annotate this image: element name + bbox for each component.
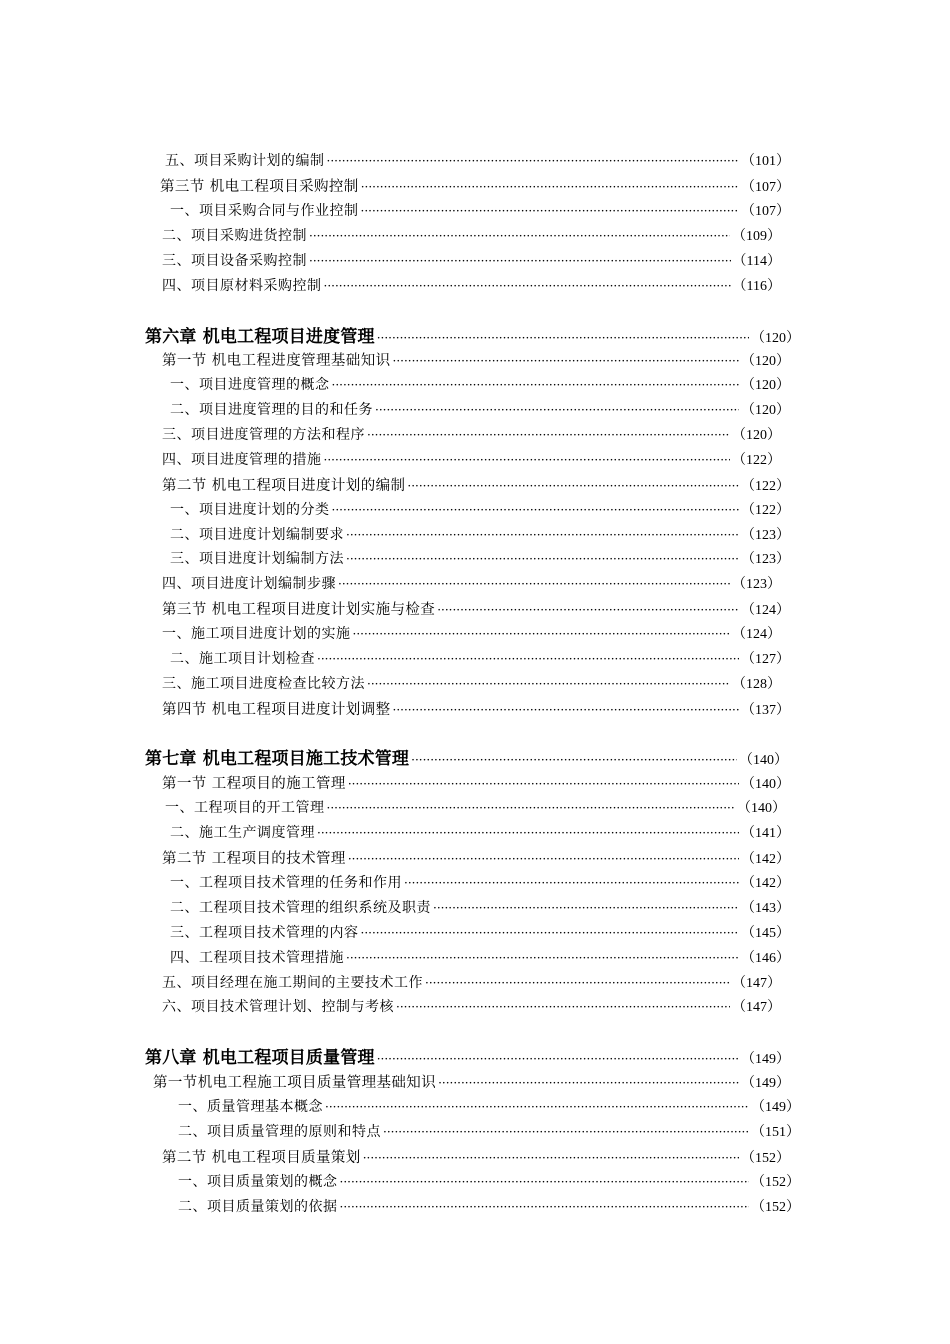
toc-item-row — [170, 499, 790, 523]
dot-leader — [348, 852, 739, 866]
toc-section-row — [162, 1146, 790, 1170]
toc-page-number: （142） — [741, 876, 790, 891]
toc-entry-title: 四、项目原材料采购控制 — [162, 278, 322, 294]
toc-entry-title: 第四节 机电工程项目进度计划调整 — [162, 702, 391, 718]
toc-page-number: （146） — [741, 951, 790, 966]
dot-leader — [367, 428, 730, 442]
toc-entry-title: 四、项目进度计划编制步骤 — [162, 576, 336, 592]
toc-entry-title: 一、项目采购合同与作业控制 — [170, 203, 359, 219]
toc-item-row — [162, 573, 781, 597]
toc-page-number: （152） — [751, 1200, 800, 1215]
toc-section-row — [162, 847, 790, 871]
toc-entry-title: 二、工程项目技术管理的组织系统及职责 — [170, 900, 431, 916]
toc-item-row — [165, 797, 786, 821]
toc-page-number: （122） — [732, 453, 781, 468]
toc-page-number: （127） — [741, 652, 790, 667]
toc-entry-title: 三、工程项目技术管理的内容 — [170, 925, 359, 941]
toc-entry-title: 二、项目进度管理的目的和任务 — [170, 402, 373, 418]
toc-entry-title: 二、项目质量策划的依据 — [178, 1199, 338, 1215]
dot-leader — [346, 528, 739, 542]
toc-page-number: （120） — [732, 428, 781, 443]
toc-item-row — [178, 1096, 800, 1120]
toc-page-number: （149） — [741, 1052, 790, 1067]
dot-leader — [396, 1000, 730, 1014]
toc-entry-title: 第二节 机电工程项目质量策划 — [162, 1150, 361, 1166]
dot-leader — [433, 901, 739, 915]
toc-entry-title: 二、施工生产调度管理 — [170, 825, 315, 841]
toc-page-number: （140） — [741, 777, 790, 792]
dot-leader — [375, 403, 739, 417]
dot-leader — [361, 180, 739, 194]
dot-leader — [411, 753, 737, 767]
toc-item-row — [170, 548, 790, 572]
toc-page-number: （152） — [751, 1175, 800, 1190]
toc-item-row — [178, 1171, 800, 1195]
dot-leader — [425, 976, 730, 990]
toc-page-number: （123） — [732, 577, 781, 592]
dot-leader — [407, 479, 739, 493]
toc-entry-title: 第一节机电工程施工项目质量管理基础知识 — [153, 1075, 437, 1091]
toc-item-row — [170, 822, 790, 846]
toc-entry-title: 三、施工项目进度检查比较方法 — [162, 676, 365, 692]
dot-leader — [325, 1100, 749, 1114]
toc-item-row — [170, 399, 790, 423]
toc-page-number: （147） — [732, 1000, 781, 1015]
toc-item-row — [162, 449, 781, 473]
dot-leader — [340, 1200, 750, 1214]
toc-entry-title: 第三节 机电工程项目进度计划实施与检查 — [162, 602, 436, 618]
dot-leader — [340, 1175, 750, 1189]
toc-page-number: （124） — [732, 627, 781, 642]
toc-page-number: （120） — [741, 378, 790, 393]
toc-item-row — [162, 623, 781, 647]
toc-page-number: （122） — [741, 503, 790, 518]
toc-entry-title: 第一节 工程项目的施工管理 — [162, 776, 346, 792]
toc-entry-title: 三、项目进度计划编制方法 — [170, 551, 344, 567]
dot-leader — [404, 876, 739, 890]
toc-entry-title: 第三节 机电工程项目采购控制 — [160, 179, 359, 195]
toc-section-row — [162, 598, 790, 622]
toc-page-number: （149） — [751, 1100, 800, 1115]
toc-entry-title: 四、项目进度管理的措施 — [162, 452, 322, 468]
toc-entry-title: 第八章 机电工程项目质量管理 — [145, 1048, 375, 1068]
dot-leader — [383, 1125, 749, 1139]
dot-leader — [317, 826, 739, 840]
dot-leader — [324, 453, 731, 467]
toc-section-row — [160, 175, 790, 199]
dot-leader — [353, 627, 731, 641]
dot-leader — [377, 1052, 739, 1066]
toc-section-row — [162, 772, 790, 796]
toc-entry-title: 三、项目进度管理的方法和程序 — [162, 427, 365, 443]
toc-item-row — [162, 250, 781, 274]
toc-page-number: （101） — [741, 154, 790, 169]
toc-item-row — [170, 374, 790, 398]
toc-page-number: （114） — [732, 254, 781, 269]
toc-page-number: （124） — [741, 603, 790, 618]
toc-page-number: （151） — [751, 1125, 800, 1140]
toc-chapter-row — [145, 322, 800, 350]
toc-item-row — [162, 424, 781, 448]
toc-entry-title: 一、工程项目的开工管理 — [165, 800, 325, 816]
toc-page-number: （149） — [741, 1076, 790, 1091]
dot-leader — [393, 703, 739, 717]
dot-leader — [361, 926, 740, 940]
toc-page-number: （140） — [739, 753, 788, 768]
toc-item-row — [162, 225, 781, 249]
dot-leader — [361, 204, 740, 218]
dot-leader — [363, 1151, 739, 1165]
toc-page-number: （123） — [741, 552, 790, 567]
toc-entry-title: 第六章 机电工程项目进度管理 — [145, 327, 375, 347]
toc-item-row — [170, 947, 790, 971]
toc-item-row — [170, 200, 790, 224]
toc-item-row — [165, 150, 790, 174]
toc-page-number: （109） — [732, 229, 781, 244]
toc-entry-title: 一、项目进度管理的概念 — [170, 377, 330, 393]
dot-leader — [346, 552, 739, 566]
toc-entry-title: 第一节 机电工程进度管理基础知识 — [162, 353, 391, 369]
dot-leader — [327, 801, 736, 815]
toc-page-number: （147） — [732, 976, 781, 991]
toc-entry-title: 二、项目质量管理的原则和特点 — [178, 1124, 381, 1140]
dot-leader — [393, 354, 739, 368]
toc-entry-title: 一、施工项目进度计划的实施 — [162, 626, 351, 642]
toc-entry-title: 五、项目采购计划的编制 — [165, 153, 325, 169]
toc-item-row — [170, 648, 790, 672]
toc-item-row — [170, 872, 790, 896]
toc-page-number: （120） — [741, 403, 790, 418]
toc-page-number: （123） — [741, 528, 790, 543]
toc-section-row — [162, 474, 790, 498]
toc-page-number: （120） — [741, 354, 790, 369]
toc-page-number: （137） — [741, 703, 790, 718]
dot-leader — [367, 677, 730, 691]
toc-page-number: （143） — [741, 901, 790, 916]
toc-item-row — [178, 1121, 800, 1145]
dot-leader — [317, 652, 739, 666]
dot-leader — [438, 1076, 739, 1090]
toc-entry-title: 一、项目质量策划的概念 — [178, 1174, 338, 1190]
toc-section-row — [162, 698, 790, 722]
toc-page-number: （107） — [741, 204, 790, 219]
toc-page-number: （122） — [741, 479, 790, 494]
toc-page-number: （145） — [741, 926, 790, 941]
dot-leader — [324, 279, 731, 293]
toc-page-number: （141） — [741, 826, 790, 841]
toc-entry-title: 第二节 机电工程项目进度计划的编制 — [162, 478, 406, 494]
toc-item-row — [162, 275, 781, 299]
toc-item-row — [170, 922, 790, 946]
toc-page-number: （128） — [732, 677, 781, 692]
toc-entry-title: 三、项目设备采购控制 — [162, 253, 307, 269]
toc-section-row — [153, 1071, 790, 1095]
toc-page-number: （116） — [732, 279, 781, 294]
toc-entry-title: 四、工程项目技术管理措施 — [170, 950, 344, 966]
toc-entry-title: 二、项目进度计划编制要求 — [170, 527, 344, 543]
toc-page-number: （107） — [741, 180, 790, 195]
toc-item-row — [162, 673, 781, 697]
dot-leader — [338, 577, 730, 591]
toc-section-row — [162, 349, 790, 373]
toc-page-number: （120） — [751, 331, 800, 346]
toc-entry-title: 第七章 机电工程项目施工技术管理 — [145, 749, 410, 769]
toc-item-row — [178, 1196, 800, 1220]
toc-entry-title: 二、施工项目计划检查 — [170, 651, 315, 667]
toc-chapter-row — [145, 1043, 790, 1071]
dot-leader — [309, 229, 730, 243]
toc-page-number: （152） — [741, 1151, 790, 1166]
toc-entry-title: 六、项目技术管理计划、控制与考核 — [162, 999, 394, 1015]
dot-leader — [346, 951, 739, 965]
dot-leader — [377, 331, 749, 345]
dot-leader — [327, 154, 740, 168]
dot-leader — [348, 777, 739, 791]
dot-leader — [332, 503, 740, 517]
toc-entry-title: 一、质量管理基本概念 — [178, 1099, 323, 1115]
toc-page-number: （140） — [737, 801, 786, 816]
toc-entry-title: 一、工程项目技术管理的任务和作用 — [170, 875, 402, 891]
toc-entry-title: 二、项目采购进货控制 — [162, 228, 307, 244]
dot-leader — [309, 254, 731, 268]
toc-entry-title: 五、项目经理在施工期间的主要技术工作 — [162, 975, 423, 991]
dot-leader — [437, 603, 739, 617]
toc-entry-title: 第二节 工程项目的技术管理 — [162, 851, 346, 867]
toc-item-row — [162, 996, 781, 1020]
toc-item-row — [170, 897, 790, 921]
toc-chapter-row — [145, 744, 788, 772]
toc-item-row — [162, 972, 781, 996]
toc-page-number: （142） — [741, 852, 790, 867]
toc-item-row — [170, 524, 790, 548]
dot-leader — [332, 378, 740, 392]
toc-entry-title: 一、项目进度计划的分类 — [170, 502, 330, 518]
